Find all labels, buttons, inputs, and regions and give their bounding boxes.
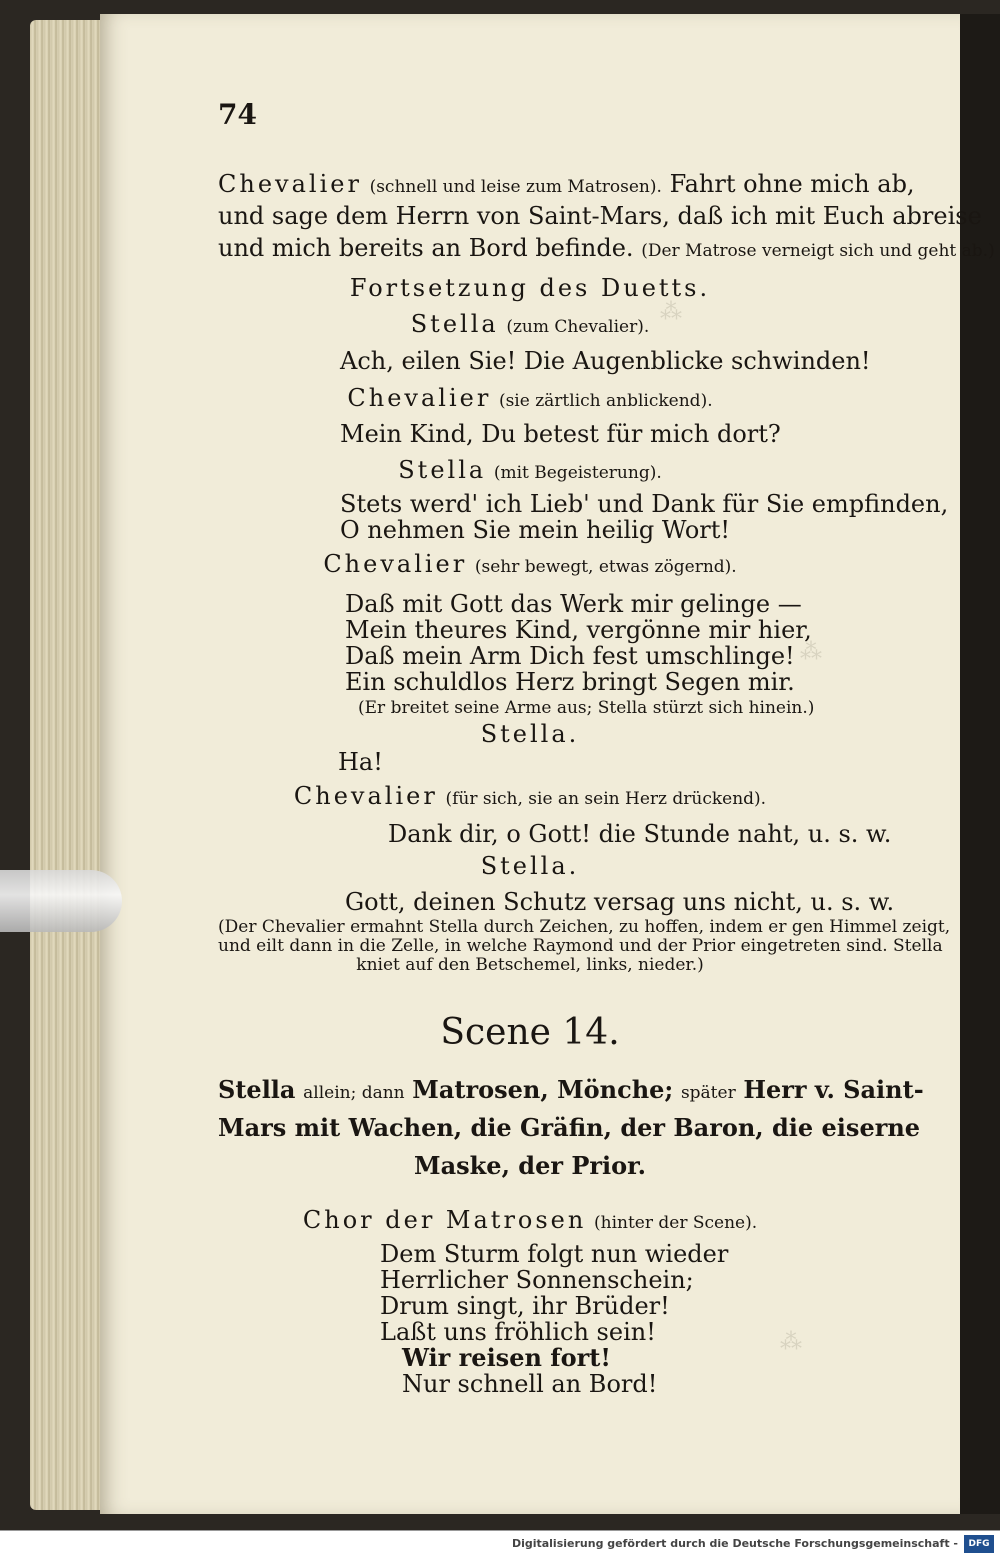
verse-line: O nehmen Sie mein heilig Wort!: [340, 516, 731, 544]
verse-line: Ein schuldlos Herz bringt Segen mir.: [345, 668, 795, 696]
cast-line-1: [218, 1074, 924, 1109]
verse-line: Ha!: [338, 748, 383, 776]
footer-bar: [0, 1530, 1000, 1559]
speaker-line-chorus: [100, 1204, 960, 1239]
chorus-line: Nur schnell an Bord!: [402, 1370, 658, 1398]
verse-line: Mein Kind, Du betest für mich dort?: [340, 420, 781, 448]
speaker-name: Chor der Matrosen: [302, 1206, 587, 1234]
scene-heading: Scene 14.: [440, 1012, 620, 1053]
bleed-through-mark: ⁂: [780, 1330, 802, 1355]
page-number: 74: [218, 98, 257, 131]
bleed-through-mark: ⁂: [660, 300, 682, 325]
stage-direction: (Er breitet seine Arme aus; Stella stürzt sich hinein.): [358, 698, 815, 718]
chorus-line: Herrlicher Sonnenschein;: [380, 1266, 694, 1294]
chevalier-speech-line-2: und sage dem Herrn von Saint-Mars, daß ich mit Euch abreise: [218, 202, 982, 230]
speaker-name: Stella: [398, 456, 487, 484]
cast-name: Stella: [218, 1075, 296, 1104]
verse-line: Stets werd' ich Lieb' und Dank für Sie empfinden,: [340, 490, 949, 518]
speaker-name: Chevalier: [218, 170, 362, 198]
chorus-line: Wir reisen fort!: [402, 1343, 611, 1372]
speaker-line-chevalier: [100, 548, 960, 583]
chevalier-speech-line-3: [218, 232, 995, 267]
speaker-line-chevalier: [100, 780, 960, 815]
cast-note: allein; dann: [303, 1083, 405, 1103]
chevalier-speech-line-1: [218, 168, 915, 203]
stage-direction: (für sich, sie an sein Herz drückend).: [445, 789, 767, 809]
speaker-name: Chevalier: [293, 782, 438, 810]
cast-name: Herr v. Saint-: [743, 1075, 924, 1104]
stage-direction: (zum Chevalier).: [506, 317, 650, 337]
footer-credit: Digitalisierung gefördert durch die Deutsche Forschungsgemeinschaft -: [511, 1537, 958, 1550]
speaker-name: Chevalier: [323, 550, 468, 578]
verse-line: Daß mein Arm Dich fest umschlinge!: [345, 642, 795, 670]
verse-line: Ach, eilen Sie! Die Augenblicke schwinden!: [340, 347, 871, 375]
cast-note: später: [680, 1083, 736, 1103]
stage-direction: (sie zärtlich anblickend).: [498, 391, 713, 411]
chorus-line: Drum singt, ihr Brüder!: [380, 1292, 670, 1320]
speaker-line-stella: [100, 308, 960, 343]
page-clip: [0, 870, 122, 932]
verse-line: Mein theures Kind, vergönne mir hier,: [345, 616, 812, 644]
stage-direction: (Der Matrose verneigt sich und geht ab.): [641, 241, 995, 261]
speaker-name: Chevalier: [347, 384, 492, 412]
dfg-logo: DFG: [964, 1535, 994, 1553]
stage-direction-line-2: und eilt dann in die Zelle, in welche Raymond und der Prior eingetreten sind. Stella: [218, 936, 943, 956]
stage-direction: (sehr bewegt, etwas zögernd).: [474, 557, 737, 577]
duet-heading: Fortsetzung des Duetts.: [349, 274, 711, 302]
verse-line: Daß mit Gott das Werk mir gelinge —: [345, 590, 802, 618]
stage-direction: (mit Begeisterung).: [493, 463, 662, 483]
verse-line: Dank dir, o Gott! die Stunde naht, u. s. w.: [388, 820, 892, 848]
verse-line: Gott, deinen Schutz versag uns nicht, u. s. w.: [345, 888, 895, 916]
speech-text: und mich bereits an Bord befinde.: [218, 234, 634, 262]
stage-direction-line-3: kniet auf den Betschemel, links, nieder.): [356, 955, 704, 975]
stage-direction-line-1: (Der Chevalier ermahnt Stella durch Zeichen, zu hoffen, indem er gen Himmel zeigt,: [218, 917, 951, 937]
stage-direction: (schnell und leise zum Matrosen).: [369, 177, 662, 197]
chorus-line: Dem Sturm folgt nun wieder: [380, 1240, 729, 1268]
speaker-name-stella: Stella.: [480, 852, 580, 880]
speaker-name-stella: Stella.: [480, 720, 580, 748]
speech-text: Fahrt ohne mich ab,: [669, 170, 915, 198]
book-page-edges: [30, 20, 110, 1510]
cast-line-2: Mars mit Wachen, die Gräfin, der Baron, die eiserne: [218, 1113, 921, 1142]
cast-name: Matrosen, Mönche;: [412, 1075, 674, 1104]
speaker-line-stella: [100, 454, 960, 489]
bleed-through-mark: ⁂: [800, 640, 822, 665]
speaker-name: Stella: [410, 310, 499, 338]
cast-line-3: Maske, der Prior.: [414, 1151, 646, 1180]
stage-direction: (hinter der Scene).: [593, 1213, 758, 1233]
chorus-line: Laßt uns fröhlich sein!: [380, 1318, 656, 1346]
speaker-line-chevalier: [100, 382, 960, 417]
